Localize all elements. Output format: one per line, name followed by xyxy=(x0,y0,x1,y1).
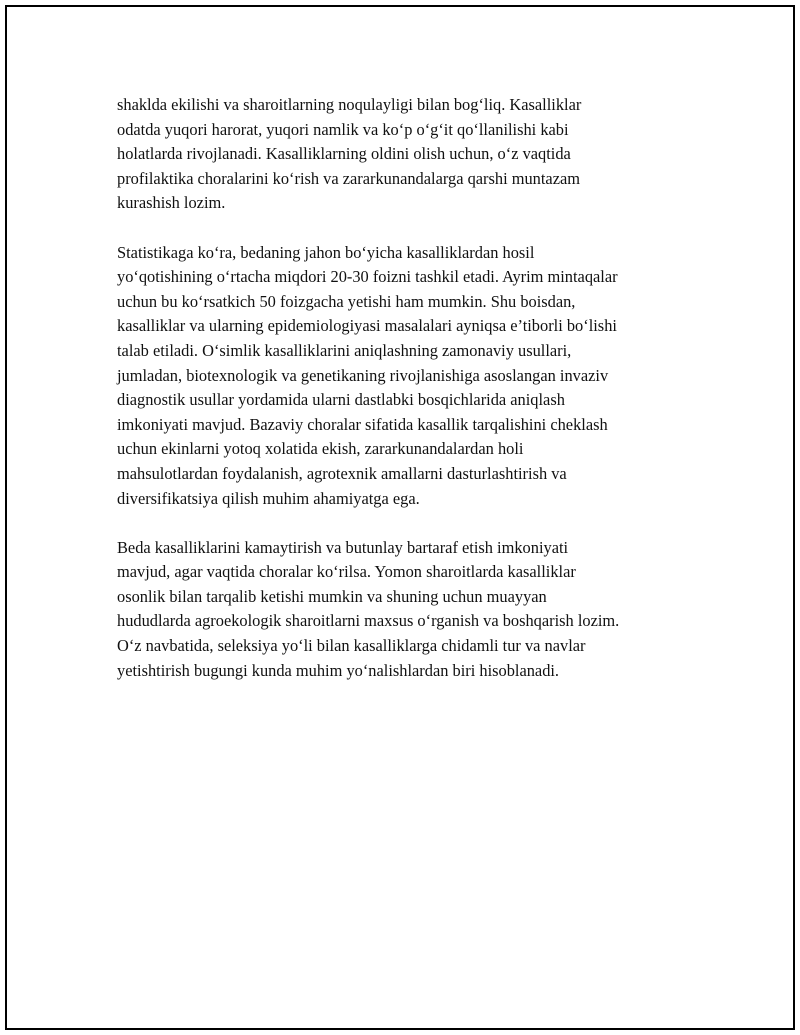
document-body xyxy=(117,93,697,683)
paragraph-1: shaklda ekilishi va sharoitlarning noqulayligi bilan bog‘liq. Kasalliklar odatda yuqori harorat, yuqori namlik va ko‘p o‘g‘it qo‘llanilishi kabi holatlarda rivojlanadi. Kasalliklarning oldini olish uchun, o‘z vaqtida profilaktika choralarini ko‘rish va zararkunandalarga qarshi muntazam kurashish lozim. xyxy=(117,95,582,213)
paragraph-2: Statistikaga ko‘ra, bedaning jahon bo‘yicha kasalliklardan hosil yo‘qotishining o‘rtacha miqdori 20-30 foizni tashkil etadi. Ayrim mintaqalar uchun bu ko‘rsatkich 50 foizgacha yetishi ham mumkin. Shu boisdan, kasalliklar va ularning epidemiologiyasi masalalari ayniqsa e’tiborli bo‘lishi talab etiladi. O‘simlik kasalliklarini aniqlashning zamonaviy usullari, jumladan, biotexnologik va genetikaning rivojlanishiga asoslangan invaziv diagnostik usullar yordamida ularni dastlabki bosqichlarida aniqlash imkoniyati mavjud. Bazaviy choralar sifatida kasallik tarqalishini cheklash uchun ekinlarni yotoq xolatida ekish, zararkunandalardan holi mahsulotlardan foydalanish, agrotexnik amallarni dasturlashtirish va diversifikatsiya qilish muhim ahamiyatga ega. xyxy=(117,242,618,508)
paragraph-3: Beda kasalliklarini kamaytirish va butunlay bartaraf etish imkoniyati mavjud, agar vaqtida choralar ko‘rilsa. Yomon sharoitlarda kasalliklar osonlik bilan tarqalib ketishi mumkin va shuning uchun muayyan hududlarda agroekologik sharoitlarni maxsus o‘rganish va boshqarish lozim. O‘z navbatida, seleksiya yo‘li bilan kasalliklarga chidamli tur va navlar yetishtirish bugungi kunda muhim yo‘nalishlardan biri hisoblanadi. xyxy=(117,537,620,680)
